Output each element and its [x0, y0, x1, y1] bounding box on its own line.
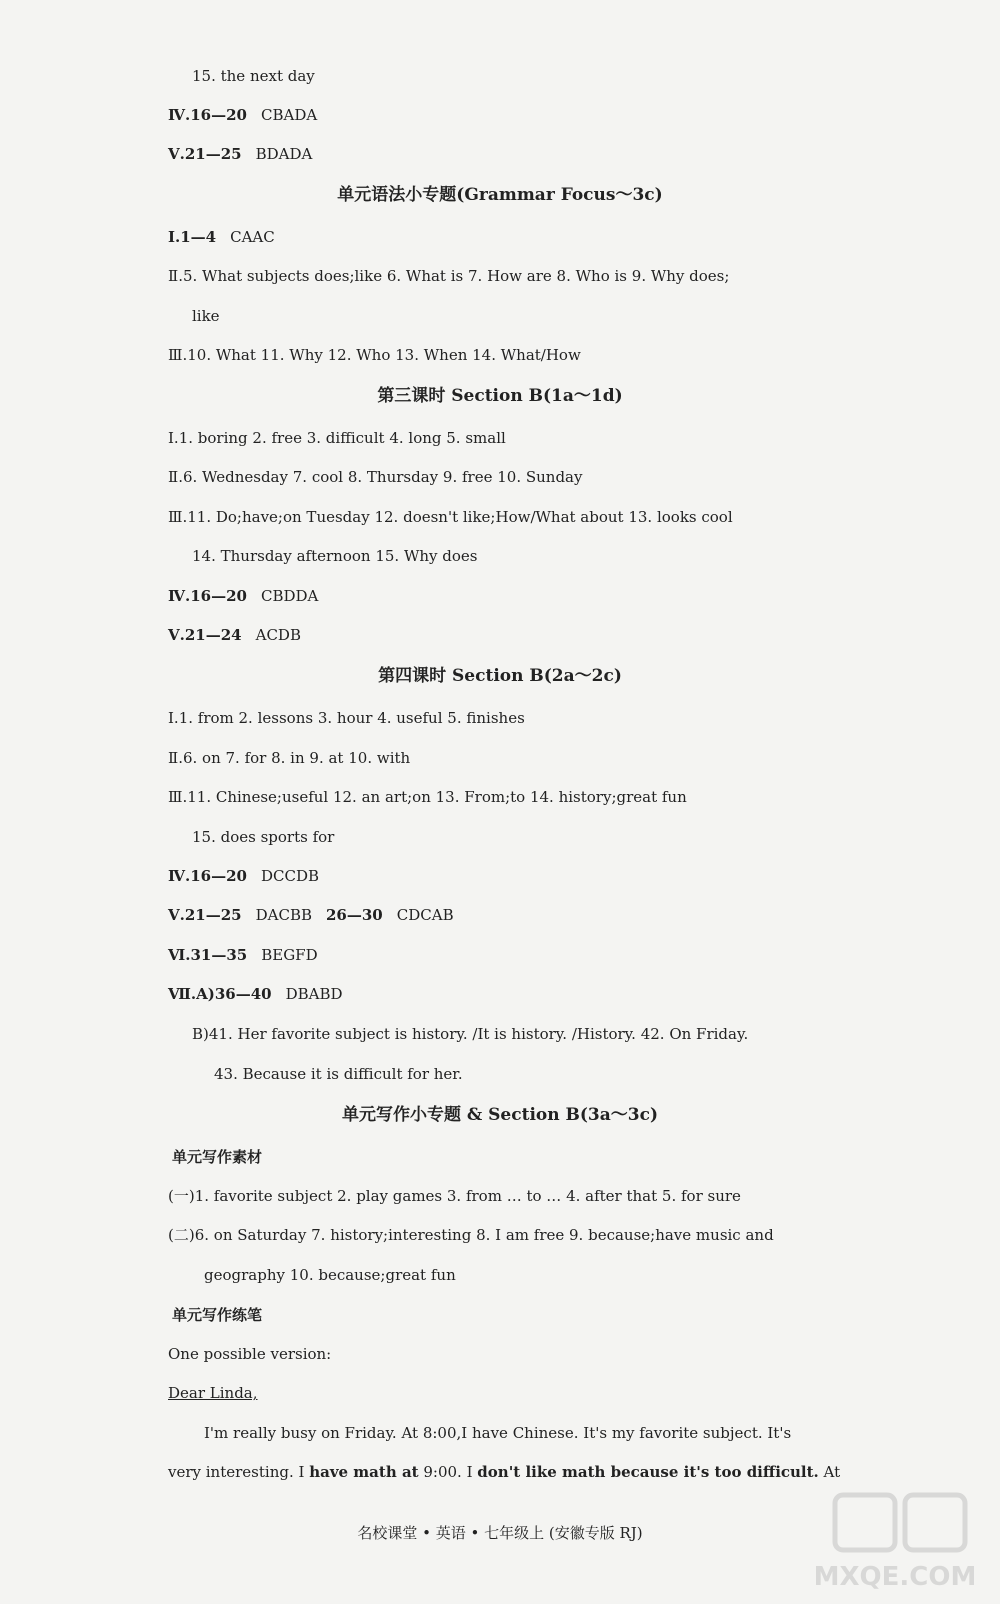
answer-line: Ⅱ.6. Wednesday 7. cool 8. Thursday 9. free 10. Sunday [168, 468, 583, 486]
highlight-text: have math at [309, 1463, 419, 1481]
svg-text:MXQE.COM: MXQE.COM [813, 1562, 977, 1592]
answer-line: 14. Thursday afternoon 15. Why does [192, 547, 478, 565]
answer-line: Ⅲ.11. Do;have;on Tuesday 12. doesn't like;How/What about 13. looks cool [168, 508, 733, 526]
answer-line: Ⅲ.11. Chinese;useful 12. an art;on 13. From;to 14. history;great fun [168, 788, 687, 806]
answer-line [168, 625, 301, 645]
section-number: Ⅵ.31—35 [168, 946, 248, 964]
answer-text: ACDB [255, 626, 301, 644]
answer-line: 43. Because it is difficult for her. [214, 1065, 463, 1083]
letter-body-line [168, 1462, 840, 1482]
section-heading: 单元语法小专题(Grammar Focus～3c) [337, 185, 663, 205]
answer-line: Ⅰ.1. boring 2. free 3. difficult 4. long 5. small [168, 429, 506, 447]
answer-line [168, 227, 275, 247]
body-text: very interesting. I [168, 1463, 310, 1481]
page-footer: 名校课堂 • 英语 • 七年级上 (安徽专版 RJ) [357, 1524, 643, 1542]
answer-line: (二)6. on Saturday 7. history;interesting 8. I am free 9. because;have music and [168, 1226, 774, 1244]
answer-text: CBADA [261, 106, 318, 124]
section-number: Ⅳ.16—20 [168, 106, 247, 124]
answer-text: DACBB [255, 906, 312, 924]
watermark-logo [795, 1490, 995, 1600]
answer-text: BEGFD [261, 946, 318, 964]
answer-line: geography 10. because;great fun [204, 1266, 456, 1284]
answer-text: DCCDB [261, 867, 320, 885]
section-number: Ⅶ.A)36—40 [168, 985, 272, 1003]
answer-line: (一)1. favorite subject 2. play games 3. from … to … 4. after that 5. for sure [168, 1187, 741, 1205]
answer-line: like [192, 307, 220, 325]
answer-text: DBABD [285, 985, 343, 1003]
body-text: 9:00. I [418, 1463, 478, 1481]
answer-line: 15. the next day [192, 67, 315, 85]
answer-line [168, 945, 318, 965]
highlight-text: don't like math because it's too difficult. [477, 1463, 819, 1481]
section-number: Ⅳ.16—20 [168, 587, 247, 605]
section-number: Ⅴ.21—24 [168, 626, 242, 644]
answer-line: One possible version: [168, 1345, 332, 1363]
answer-text: CDCAB [396, 906, 454, 924]
letter-greeting: Dear Linda, [168, 1384, 258, 1402]
answer-line [168, 144, 312, 164]
answer-line [168, 905, 454, 925]
answer-text: BDADA [255, 145, 313, 163]
answer-line: B)41. Her favorite subject is history. /It is history. /History. 42. On Friday. [192, 1025, 749, 1043]
section-heading: 第四课时 Section B(2a～2c) [378, 666, 622, 686]
answer-line: 15. does sports for [192, 828, 335, 846]
answer-text: CBDDA [261, 587, 319, 605]
body-text: At [818, 1463, 841, 1481]
section-heading: 单元写作小专题 & Section B(3a～3c) [341, 1105, 659, 1125]
answer-line [168, 866, 319, 886]
answer-line: Ⅰ.1. from 2. lessons 3. hour 4. useful 5. finishes [168, 709, 525, 727]
letter-body-line: I'm really busy on Friday. At 8:00,I have Chinese. It's my favorite subject. It's [204, 1424, 792, 1442]
answer-line [168, 984, 343, 1004]
answer-line [168, 105, 317, 125]
answer-line: Ⅱ.5. What subjects does;like 6. What is 7. How are 8. Who is 9. Why does; [168, 267, 730, 285]
section-number: Ⅳ.16—20 [168, 867, 247, 885]
section-number: Ⅴ.21—25 [168, 145, 242, 163]
answer-line [168, 586, 318, 606]
section-number: Ⅰ.1—4 [168, 228, 217, 246]
answer-line: Ⅲ.10. What 11. Why 12. Who 13. When 14. What/How [168, 346, 581, 364]
answer-text: CAAC [230, 228, 275, 246]
section-number: 26—30 [326, 906, 383, 924]
section-number: Ⅴ.21—25 [168, 906, 242, 924]
section-heading: 第三课时 Section B(1a～1d) [377, 386, 623, 406]
sub-heading: 单元写作练笔 [172, 1306, 263, 1324]
answer-line: Ⅱ.6. on 7. for 8. in 9. at 10. with [168, 749, 411, 767]
sub-heading: 单元写作素材 [172, 1148, 263, 1166]
